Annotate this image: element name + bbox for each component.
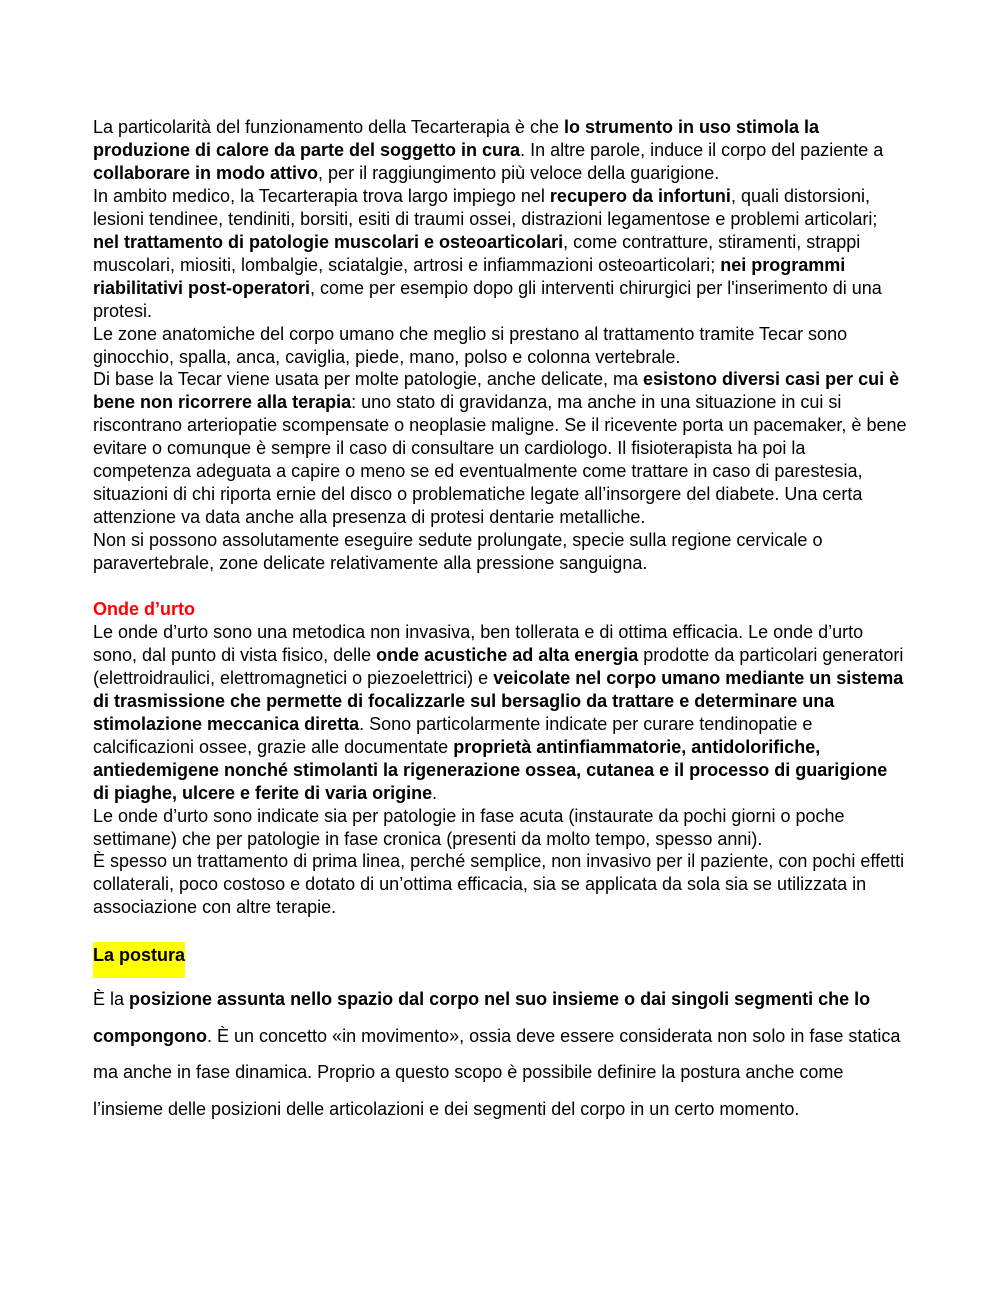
paragraph xyxy=(93,116,908,185)
text-run: È la xyxy=(93,989,130,1010)
text-run: , come per esempio dopo gli interventi chirurgici per l'inserimento di una protesi. xyxy=(93,277,882,321)
bold-text: posizione assunta nello spazio dal corpo nel suo insieme o dai singoli segmenti che lo compongono xyxy=(93,989,871,1046)
bold-text: veicolate nel corpo umano mediante un sistema di trasmissione che permette di focalizzarle sul bersaglio da trattare e determinare una stimolazione meccanica diretta xyxy=(93,667,904,734)
text-run: , per il raggiungimento più veloce della guarigione. xyxy=(318,162,720,183)
text-run: Le onde d’urto sono indicate sia per patologie in fase acuta (instaurate da pochi giorni o poche settimane) che per patologie in fase cronica (presenti da molto tempo, spesso anni). xyxy=(93,805,845,849)
text-run: . È un concetto «in movimento», ossia deve essere considerata non solo in fase statica ma anche in fase dinamica. Proprio a questo scopo è possibile definire la postura anche come l’insieme delle posizioni delle articolazioni e dei segmenti del corpo in un certo momento. xyxy=(93,1025,901,1120)
text-run: : uno stato di gravidanza, ma anche in una situazione in cui si riscontrano arteriopatie scompensate o neoplasie maligne. Se il ricevente porta un pacemaker, è bene evitare o comunque è sempre il caso di consultare un cardiologo. Il fisioterapista ha poi la competenza adeguata a capire o meno se ed eventualmente come trattare in caso di parestesia, situazioni di chi riporta ernie del disco o problematiche legate all’insorgere del diabete. Una certa attenzione va data anche alla presenza di protesi dentarie metalliche. xyxy=(93,392,907,528)
highlighted-heading: La postura xyxy=(93,942,185,978)
bold-text: esistono diversi casi per cui è bene non ricorrere alla terapia xyxy=(93,369,900,413)
paragraph xyxy=(93,185,908,323)
text-run: Di base la Tecar viene usata per molte patologie, anche delicate, ma xyxy=(93,369,643,390)
paragraph xyxy=(93,323,908,369)
paragraph xyxy=(93,981,908,1127)
text-run: prodotte da particolari generatori (elettroidraulici, elettromagnetici o piezoelettrici) e xyxy=(93,644,904,688)
text-run: Non si possono assolutamente eseguire sedute prolungate, specie sulla regione cervicale o paravertebrale, zone delicate relativamente alla pressione sanguigna. xyxy=(93,530,823,574)
text-run: La particolarità del funzionamento della Tecarterapia è che xyxy=(93,117,564,137)
section-heading: Onde d’urto xyxy=(93,599,195,619)
text-run: . xyxy=(432,782,438,803)
bold-text: collaborare in modo attivo xyxy=(93,162,319,183)
text-run: Le onde d’urto sono una metodica non invasiva, ben tollerata e di ottima efficacia. Le onde d’urto sono, dal punto di vista fisico, delle xyxy=(93,621,864,665)
bold-text: recupero da infortuni xyxy=(549,185,731,206)
paragraph xyxy=(93,805,908,851)
paragraph xyxy=(93,529,908,575)
bold-text: proprietà antinfiammatorie, antidolorifiche, antiedemigene nonché stimolanti la rigenerazione ossea, cutanea e il processo di guarigione di piaghe, ulcere e ferite di varia origine xyxy=(93,736,888,803)
section-onde-durto xyxy=(93,598,908,919)
bold-text: lo strumento in uso stimola la produzione di calore da parte del soggetto in cura xyxy=(93,117,820,160)
bold-text: nel trattamento di patologie muscolari e osteoarticolari xyxy=(93,231,564,252)
text-run: , quali distorsioni, lesioni tendinee, tendiniti, borsiti, esiti di traumi ossei, distrazioni legamentose e problemi articolari; xyxy=(93,185,878,229)
text-run: . In altre parole, induce il corpo del paziente a xyxy=(520,139,884,160)
section-postura xyxy=(93,942,908,1127)
document-page xyxy=(93,116,908,1128)
text-run: , come contratture, stiramenti, strappi muscolari, miositi, lombalgie, sciatalgie, artrosi e infiammazioni osteoarticolari; xyxy=(93,231,861,275)
paragraph xyxy=(93,368,908,529)
blank-line xyxy=(93,575,908,598)
text-run: . Sono particolarmente indicate per curare tendinopatie e calcificazioni ossee, grazie alle documentate xyxy=(93,713,813,757)
bold-text: nei programmi riabilitativi post-operatori xyxy=(93,254,846,298)
paragraph xyxy=(93,850,908,919)
section-tecarterapia xyxy=(93,116,908,575)
bold-text: onde acustiche ad alta energia xyxy=(376,644,639,665)
text-run: È spesso un trattamento di prima linea, perché semplice, non invasivo per il paziente, con pochi effetti collaterali, poco costoso e dotato di un’ottima efficacia, sia se applicata da sola sia se utilizzata in associazione con altre terapie. xyxy=(93,851,905,918)
paragraph xyxy=(93,621,908,805)
blank-line xyxy=(93,919,908,942)
text-run: Le zone anatomiche del corpo umano che meglio si prestano al trattamento tramite Tecar sono ginocchio, spalla, anca, caviglia, piede, mano, polso e colonna vertebrale. xyxy=(93,323,848,367)
text-run: In ambito medico, la Tecarterapia trova largo impiego nel xyxy=(93,185,550,206)
